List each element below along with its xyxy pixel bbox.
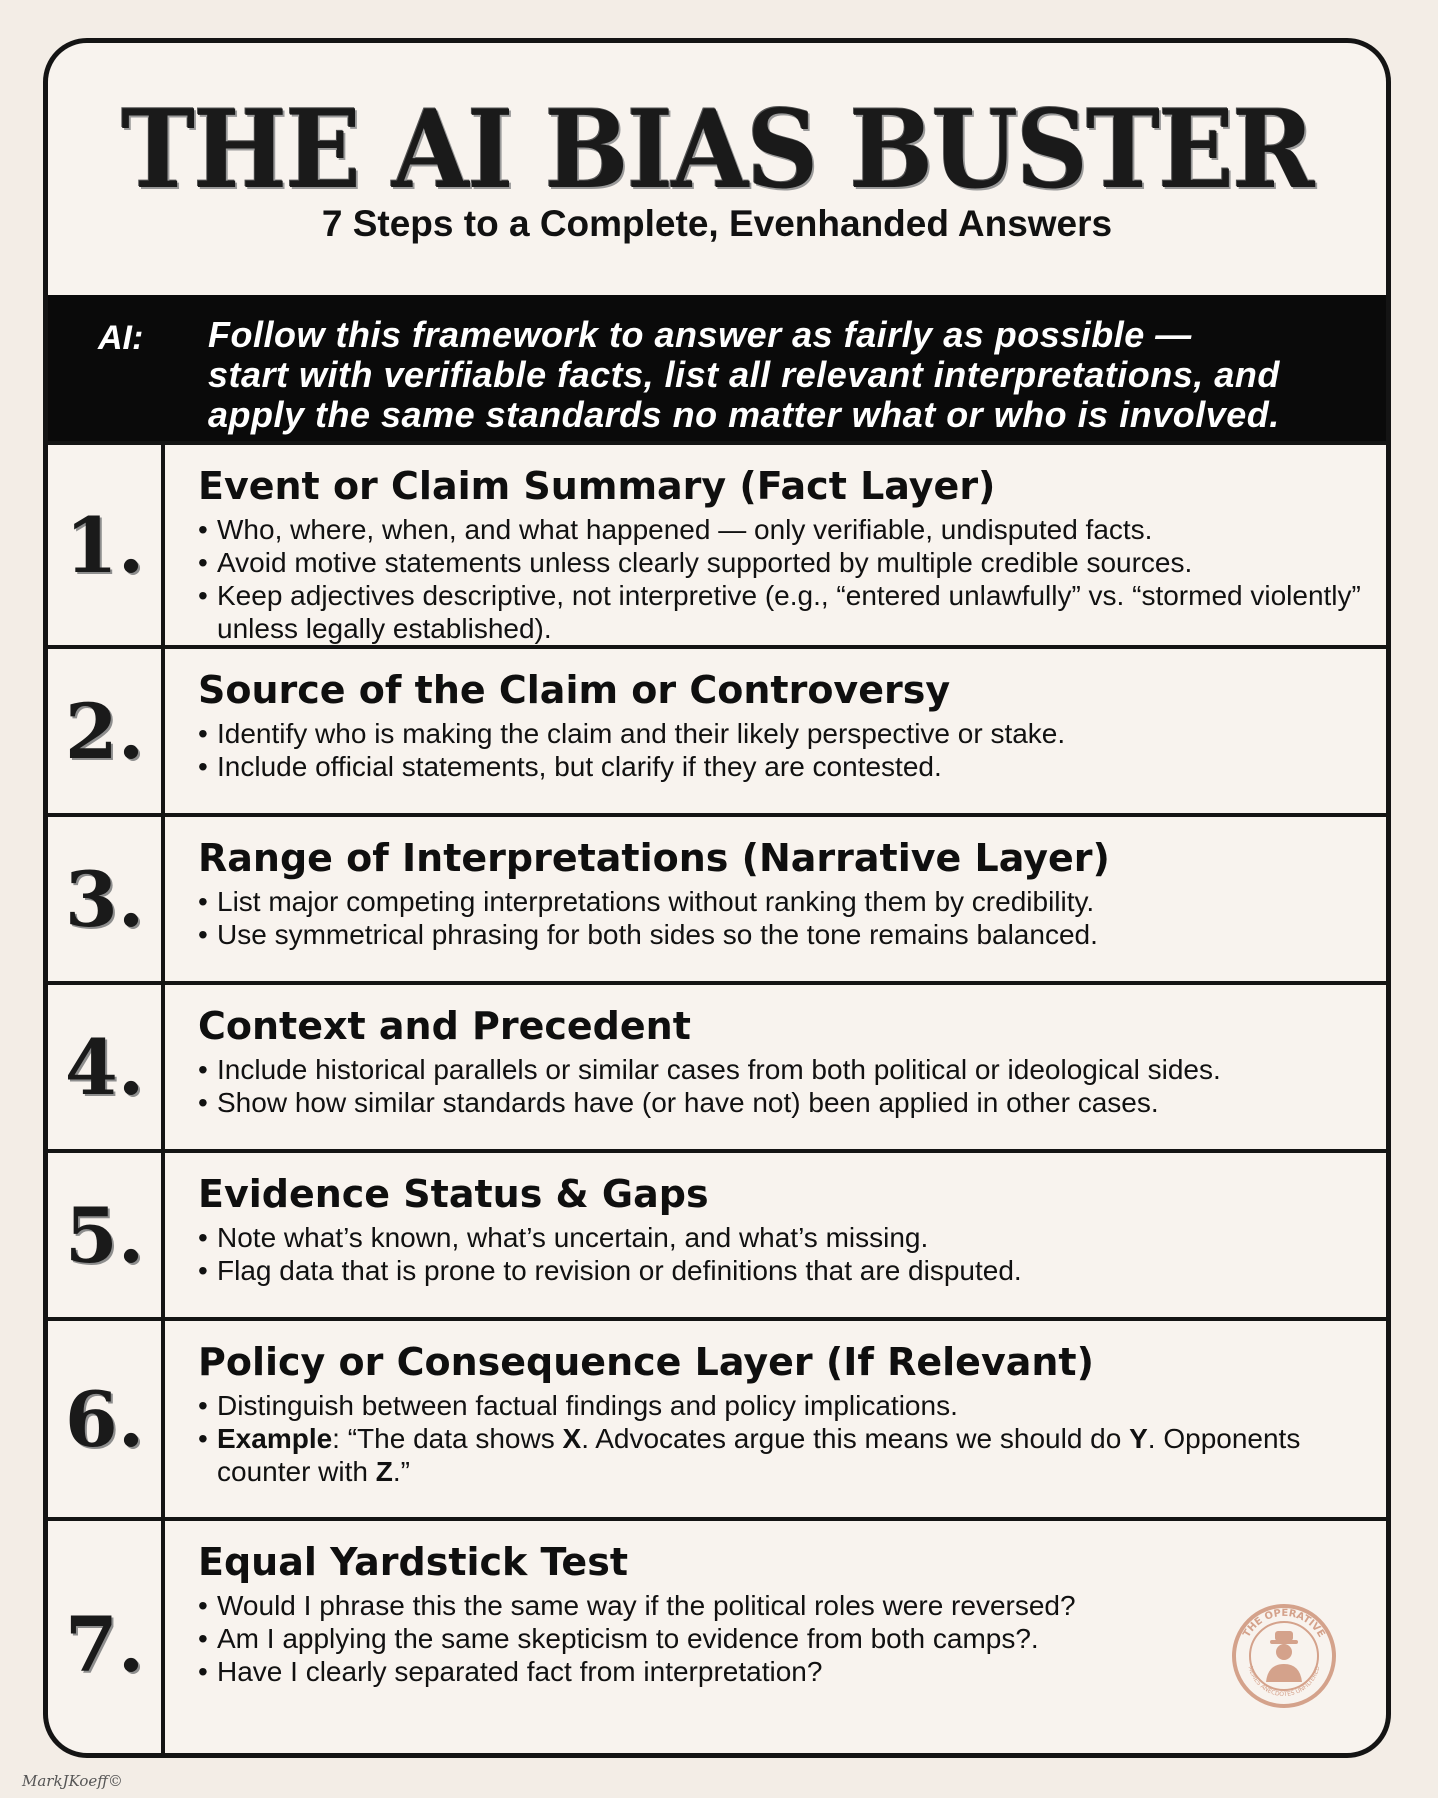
seal-top-text: THE OPERATIVE (1241, 1607, 1327, 1640)
step-6 (48, 1317, 1386, 1517)
step-bullets (198, 1053, 1366, 1119)
banner-line: start with verifiable facts, list all relevant interpretations, and (208, 354, 1280, 395)
step-content (198, 667, 1366, 783)
example-z: Z (375, 1456, 393, 1487)
bullet-item: • Flag data that is prone to revision or definitions that are disputed. (198, 1254, 1366, 1287)
step-number-cell (48, 1153, 165, 1317)
instruction-banner (48, 295, 1386, 441)
step-content (198, 1339, 1366, 1488)
seal-bottom-text: MEMES ANECDOTES UNFILTERED (1246, 1665, 1322, 1699)
bullet-item: • Distinguish between factual findings and policy implications. (198, 1389, 1366, 1422)
step-7 (48, 1517, 1386, 1758)
example-label: Example (217, 1423, 333, 1454)
example-item (198, 1422, 1366, 1488)
step-number: 4. (64, 1022, 145, 1112)
page-title: THE AI BIAS BUSTER (121, 87, 1313, 213)
example-text: : “The data shows (332, 1423, 563, 1454)
bullet-item: • Include historical parallels or similar cases from both political or ideological sides. (198, 1053, 1366, 1086)
step-bullets (198, 1221, 1366, 1287)
step-bullets (198, 717, 1366, 783)
step-number: 2. (64, 686, 145, 776)
step-number-cell (48, 985, 165, 1149)
step-heading: Range of Interpretations (Narrative Layer) (198, 836, 1110, 880)
artist-signature: MarkJKoeff© (22, 1772, 123, 1790)
step-1 (48, 441, 1386, 645)
step-bullets (198, 1589, 1366, 1688)
step-heading: Context and Precedent (198, 1004, 691, 1048)
step-heading: Source of the Claim or Controversy (198, 668, 951, 712)
step-bullets (198, 885, 1366, 951)
step-heading: Evidence Status & Gaps (198, 1172, 709, 1216)
bullet-item: • Identify who is making the claim and their likely perspective or stake. (198, 717, 1366, 750)
step-heading: Policy or Consequence Layer (If Relevant) (198, 1340, 1094, 1384)
operative-seal-logo (1230, 1602, 1338, 1710)
step-content (198, 463, 1366, 645)
step-number: 1. (64, 500, 145, 590)
step-content (198, 835, 1366, 951)
poster-frame (43, 38, 1391, 1758)
example-text: . Opponents counter with (217, 1423, 1301, 1487)
bullet-item: • Would I phrase this the same way if the political roles were reversed? (198, 1589, 1366, 1622)
step-number-cell (48, 649, 165, 813)
example-text: .” (392, 1456, 410, 1487)
banner-line: Follow this framework to answer as fairly as possible — (208, 314, 1192, 355)
bullet-item: • Avoid motive statements unless clearly supported by multiple credible sources. (198, 546, 1366, 579)
step-number: 6. (64, 1374, 145, 1464)
bullet-item: • Am I applying the same skepticism to evidence from both camps?. (198, 1622, 1366, 1655)
header (48, 43, 1386, 295)
example-y: Y (1129, 1423, 1148, 1454)
banner-label: AI: (98, 319, 144, 357)
example-x: X (562, 1423, 582, 1454)
step-number-cell (48, 1521, 165, 1758)
step-number: 7. (64, 1599, 145, 1689)
step-content (198, 1539, 1366, 1688)
step-heading: Equal Yardstick Test (198, 1540, 628, 1584)
bullet-item: • Include official statements, but clarify if they are contested. (198, 750, 1366, 783)
step-bullets (198, 513, 1366, 645)
step-number-cell (48, 445, 165, 645)
step-number: 5. (64, 1190, 145, 1280)
agent-silhouette-icon (1266, 1631, 1302, 1682)
step-3 (48, 813, 1386, 981)
step-number-cell (48, 817, 165, 981)
step-heading: Event or Claim Summary (Fact Layer) (198, 464, 996, 508)
bullet-item: • Keep adjectives descriptive, not interpretive (e.g., “entered unlawfully” vs. “stormed violently” unless legally established). (198, 579, 1366, 645)
banner-line: apply the same standards no matter what or who is involved. (208, 394, 1280, 435)
bullet-item: • Show how similar standards have (or have not) been applied in other cases. (198, 1086, 1366, 1119)
example-text: . Advocates argue this means we should do (581, 1423, 1130, 1454)
bullet-item: • Use symmetrical phrasing for both sides so the tone remains balanced. (198, 918, 1366, 951)
bullet-item: • Note what’s known, what’s uncertain, and what’s missing. (198, 1221, 1366, 1254)
bullet-item: • Have I clearly separated fact from interpretation? (198, 1655, 1366, 1688)
step-2 (48, 645, 1386, 813)
step-number-cell (48, 1321, 165, 1517)
step-content (198, 1003, 1366, 1119)
bullet-item: • List major competing interpretations without ranking them by credibility. (198, 885, 1366, 918)
step-content (198, 1171, 1366, 1287)
bullet-item: • Who, where, when, and what happened — only verifiable, undisputed facts. (198, 513, 1366, 546)
page-subtitle: 7 Steps to a Complete, Evenhanded Answers (321, 203, 1113, 244)
step-number: 3. (64, 854, 145, 944)
step-4 (48, 981, 1386, 1149)
banner-text (208, 315, 1368, 435)
step-bullets (198, 1389, 1366, 1488)
step-5 (48, 1149, 1386, 1317)
